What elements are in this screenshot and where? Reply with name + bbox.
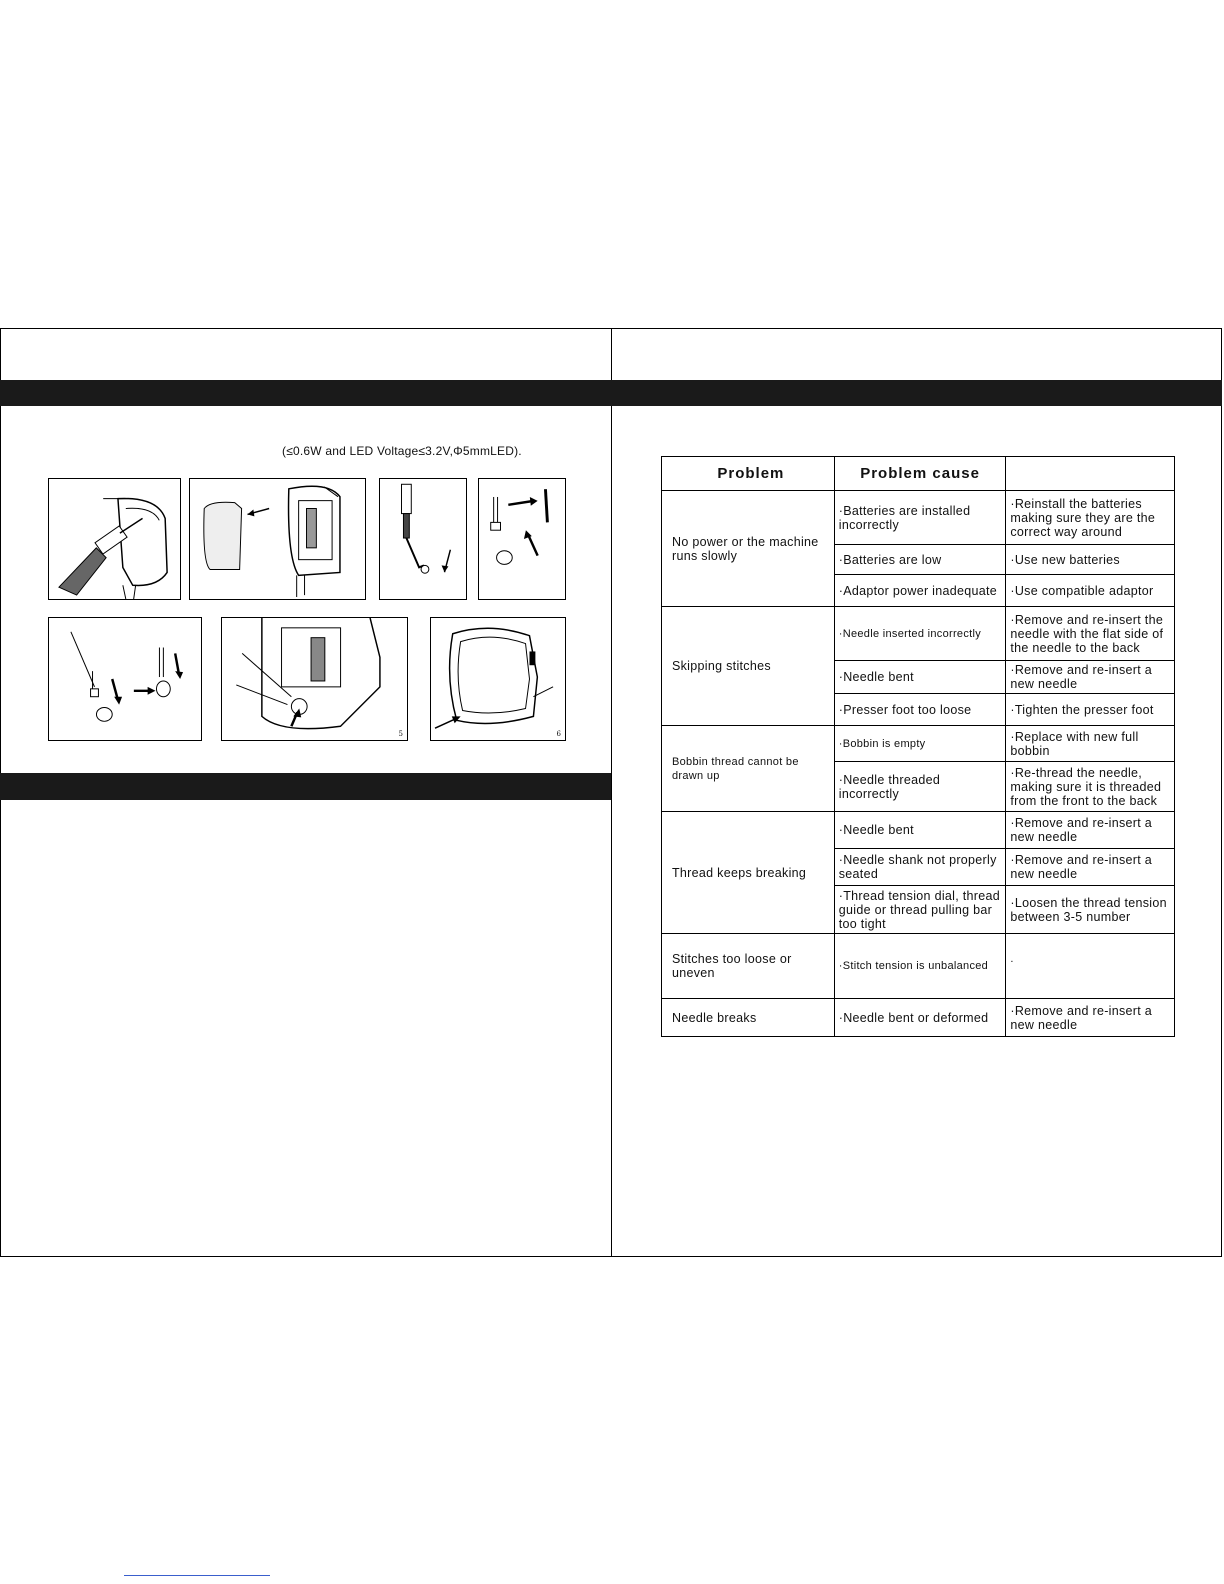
soldering-iron-illustration [380, 479, 466, 599]
solution-cell: ·Replace with new full bobbin [1006, 726, 1175, 762]
figure-number: 5 [398, 730, 403, 738]
cause-cell: ·Needle bent or deformed [834, 999, 1006, 1037]
problem-cell: Stitches too loose or uneven [662, 934, 835, 999]
cause-cell: ·Needle inserted incorrectly [834, 607, 1006, 661]
cause-cell: ·Stitch tension is unbalanced [834, 934, 1006, 999]
cover-installed-illustration [431, 618, 565, 740]
table-row [662, 999, 1175, 1037]
figure-soldering [379, 478, 467, 600]
table-row [662, 607, 1175, 661]
solution-cell: ·Reinstall the batteries making sure they are the correct way around [1006, 491, 1175, 545]
cause-cell: ·Bobbin is empty [834, 726, 1006, 762]
solution-cell: ·Remove and re-insert a new needle [1006, 661, 1175, 694]
led-insertion-illustration [49, 618, 201, 740]
cause-cell: ·Needle shank not properly seated [834, 849, 1006, 886]
cause-cell: ·Needle bent [834, 812, 1006, 849]
page-divider [611, 328, 612, 1257]
header-solution [1006, 457, 1175, 491]
problem-cell: No power or the machine runs slowly [662, 491, 835, 607]
table-header-row [662, 457, 1175, 491]
table-row [662, 726, 1175, 762]
figure-led-parts [478, 478, 566, 600]
cause-cell: ·Presser foot too loose [834, 694, 1006, 726]
table-row [662, 812, 1175, 849]
cause-cell: ·Needle threaded incorrectly [834, 762, 1006, 812]
solution-cell: ·Use compatible adaptor [1006, 575, 1175, 607]
led-spec-text: (≤0.6W and LED Voltage≤3.2V,Φ5mmLED). [282, 444, 522, 458]
solution-cell: . [1006, 934, 1175, 999]
cause-cell: ·Batteries are installed incorrectly [834, 491, 1006, 545]
figure-number: 6 [556, 730, 561, 738]
solution-cell: ·Remove and re-insert a new needle [1006, 849, 1175, 886]
problem-cell: Bobbin thread cannot be drawn up [662, 726, 835, 812]
cover-removal-illustration [190, 479, 365, 599]
solution-cell: ·Remove and re-insert the needle with the flat side of the needle to the back [1006, 607, 1175, 661]
problem-cell: Thread keeps breaking [662, 812, 835, 934]
led-parts-illustration [479, 479, 565, 599]
cause-cell: ·Needle bent [834, 661, 1006, 694]
figure-cover-installed [430, 617, 566, 741]
solution-cell: ·Tighten the presser foot [1006, 694, 1175, 726]
link-underline[interactable] [124, 1575, 270, 1576]
section-header-bar-top [0, 380, 1222, 406]
solution-cell: ·Re-thread the needle, making sure it is threaded from the front to the back [1006, 762, 1175, 812]
table-row [662, 491, 1175, 545]
cause-cell: ·Batteries are low [834, 545, 1006, 575]
led-install-illustration [222, 618, 407, 740]
solution-cell: ·Loosen the thread tension between 3-5 number [1006, 886, 1175, 934]
problem-cell: Needle breaks [662, 999, 835, 1037]
section-header-bar-left [0, 773, 611, 800]
header-problem: Problem [662, 457, 835, 491]
solution-cell: ·Use new batteries [1006, 545, 1175, 575]
cause-cell: ·Thread tension dial, thread guide or thread pulling bar too tight [834, 886, 1006, 934]
figure-screwdriver [48, 478, 181, 600]
solution-cell: ·Remove and re-insert a new needle [1006, 999, 1175, 1037]
figure-led-install [221, 617, 408, 741]
figure-led-insert [48, 617, 202, 741]
figure-cover-removed [189, 478, 366, 600]
solution-cell: ·Remove and re-insert a new needle [1006, 812, 1175, 849]
problem-cell: Skipping stitches [662, 607, 835, 726]
cause-cell: ·Adaptor power inadequate [834, 575, 1006, 607]
table-row [662, 934, 1175, 999]
header-problem-cause: Problem cause [834, 457, 1006, 491]
screwdriver-illustration [49, 479, 180, 599]
troubleshooting-table [661, 456, 1175, 1037]
